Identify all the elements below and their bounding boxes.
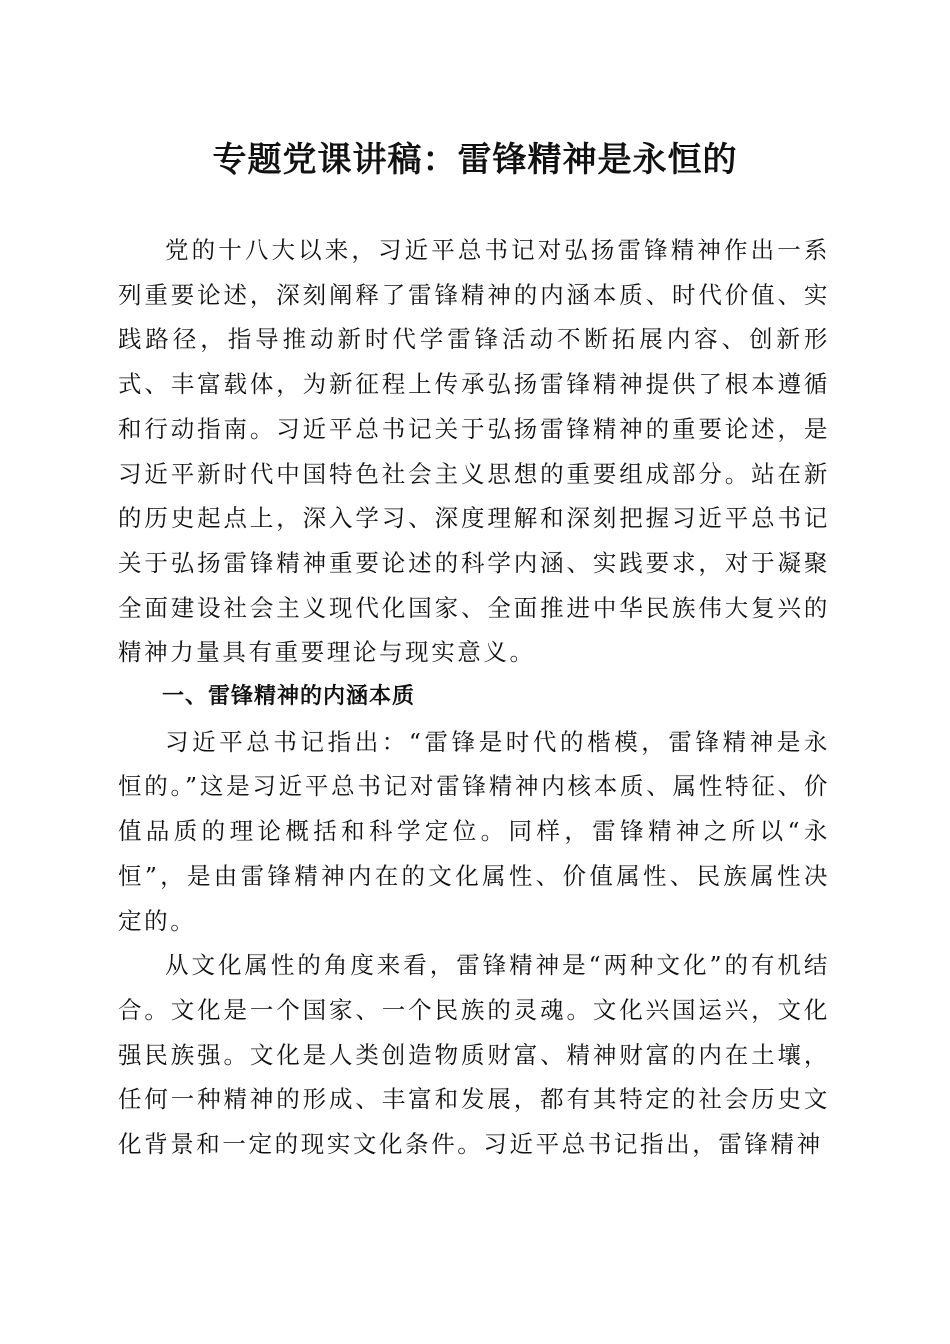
section-heading-connotation: 一、雷锋精神的内涵本质 [162,684,416,710]
document-title: 专题党课讲稿：雷锋精神是永恒的 [212,140,738,180]
paragraph-cultural-attribute: 从文化属性的角度来看，雷锋精神是“两种文化”的有机结合。文化是一个国家、一个民族的灵魂。文化兴国运兴，文化强民族强。文化是人类创造物质财富、精神财富的内在土壤，任何一种精神的形成、丰富和发展，都有其特定的社会历史文化背景和一定的现实文化条件。习近平总书记指出，雷锋精神 [118,951,830,1159]
paragraph-intro: 党的十八大以来，习近平总书记对弘扬雷锋精神作出一系列重要论述，深刻阐释了雷锋精神的内涵本质、时代价值、实践路径，指导推动新时代学雷锋活动不断拓展内容、创新形式、丰富载体，为新征程上传承弘扬雷锋精神提供了根本遵循和行动指南。习近平总书记关于弘扬雷锋精神的重要论述，是习近平新时代中国特色社会主义思想的重要组成部分。站在新的历史起点上，深入学习、深度理解和深刻把握习近平总书记关于弘扬雷锋精神重要论述的科学内涵、实践要求，对于凝聚全面建设社会主义现代化国家、全面推进中华民族伟大复兴的精神力量具有重要理论与现实意义。 [118,236,830,667]
document-body [118,228,830,1167]
paragraph-quote: 习近平总书记指出：“雷锋是时代的楷模，雷锋精神是永恒的。”这是习近平总书记对雷锋精神内核本质、属性特征、价值品质的理论概括和科学定位。同样，雷锋精神之所以“永恒”，是由雷锋精神内在的文化属性、价值属性、民族属性决定的。 [118,727,830,935]
